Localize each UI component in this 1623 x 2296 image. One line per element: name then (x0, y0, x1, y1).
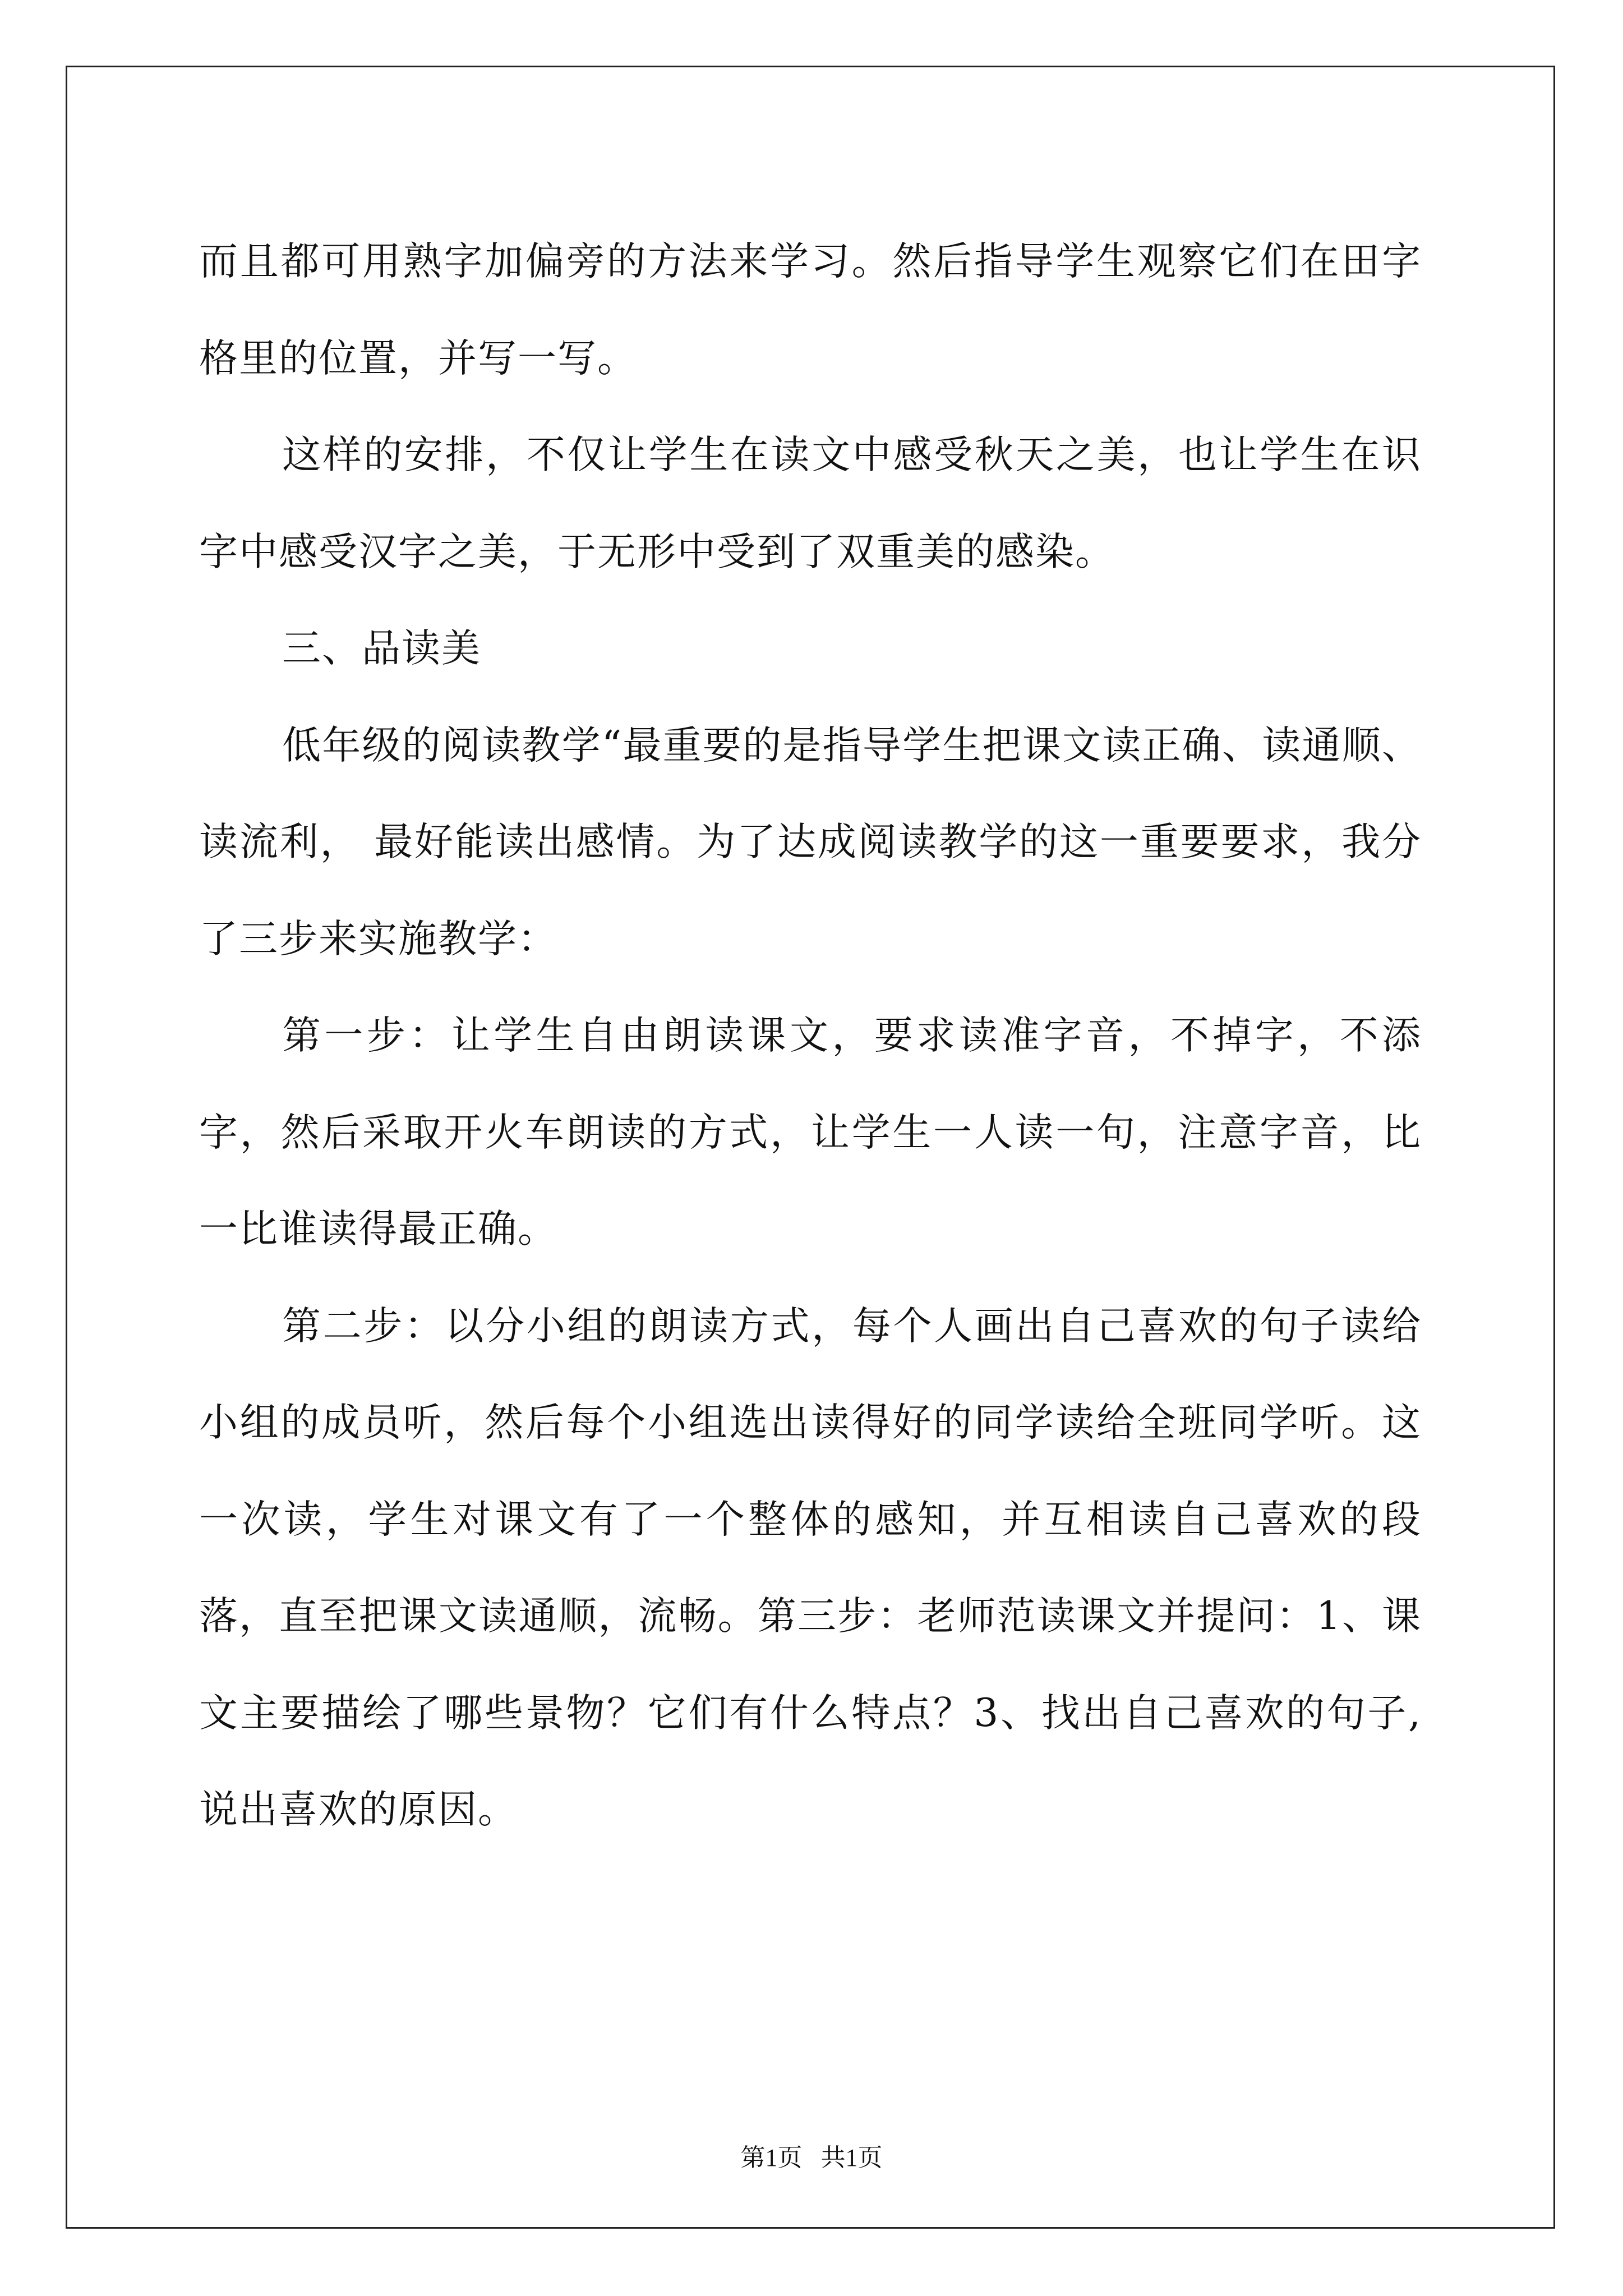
paragraph-3: 低年级的阅读教学“最重要的是指导学生把课文读正确、读通顺、读流利， 最好能读出感情。为了达成阅读教学的这一重要要求，我分了三步来实施教学： (199, 723, 1422, 961)
paragraph-2: 这样的安排，不仅让学生在读文中感受秋天之美，也让学生在识字中感受汉字之美，于无形中受到了双重美的感染。 (199, 432, 1422, 574)
paragraph-1: 而且都可用熟字加偏旁的方法来学习。然后指导学生观察它们在田字格里的位置，并写一写。 (199, 239, 1422, 381)
paragraph-5: 第二步：以分小组的朗读方式，每个人画出自己喜欢的句子读给小组的成员听，然后每个小组选出读得好的同学读给全班同学听。这一次读，学生对课文有了一个整体的感知，并互相读自己喜欢的段落，直至把课文读通顺，流畅。第三步：老师范读课文并提问：1、课文主要描绘了哪些景物？它们有什么特点？3、找出自己喜欢的句子,说出喜欢的原因。 (199, 1303, 1422, 1832)
page-total: 共1页 (820, 2144, 883, 2171)
paragraph-4: 第一步：让学生自由朗读课文，要求读准字音，不掉字，不添字，然后采取开火车朗读的方式，让学生一人读一句，注意字音，比一比谁读得最正确。 (199, 1013, 1422, 1251)
page-number: 第1页 (740, 2144, 803, 2171)
page-footer (0, 2137, 1623, 2173)
section-heading: 三、品读美 (282, 626, 481, 671)
document-body (199, 213, 1422, 1858)
